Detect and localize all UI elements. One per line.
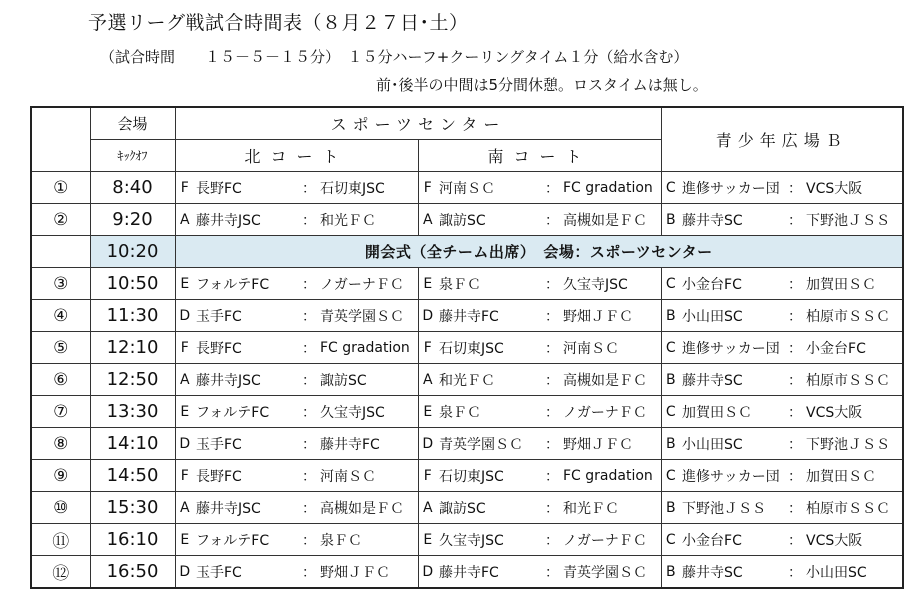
home-team: フォルテFC	[196, 404, 270, 421]
south-league-cell: A	[418, 364, 437, 396]
vs-separator: ：	[302, 532, 316, 549]
plaza-league-cell: C	[661, 332, 680, 364]
south-league-cell: E	[418, 396, 437, 428]
ceremony-time: 10:20	[90, 236, 175, 268]
match-row	[31, 524, 903, 556]
home-team: 藤井寺JSC	[196, 212, 261, 229]
north-league-cell: A	[175, 364, 194, 396]
match-row	[31, 300, 903, 332]
vs-separator: ：	[788, 212, 803, 229]
north-match-cell	[194, 492, 418, 524]
south-league-cell: F	[418, 460, 437, 492]
home-team: 石切東JSC	[439, 468, 504, 485]
vs-separator: ：	[302, 436, 316, 453]
south-match-cell	[437, 364, 661, 396]
header-north-court: 北コート	[175, 140, 418, 172]
home-team: 久宝寺JSC	[439, 532, 504, 549]
vs-separator: ：	[545, 468, 559, 485]
vs-separator: ：	[302, 212, 316, 229]
home-team: 泉ＦＣ	[439, 276, 481, 293]
home-team: 藤井寺JSC	[196, 372, 261, 389]
away-team: 河南ＳＣ	[320, 468, 376, 485]
away-team: 小金台FC	[806, 340, 866, 357]
kickoff-time: 12:50	[90, 364, 175, 396]
plaza-match-cell	[680, 556, 903, 589]
away-team: ノガーナＦＣ	[563, 532, 647, 549]
away-team: 河南ＳＣ	[563, 340, 619, 357]
away-team: VCS大阪	[806, 180, 863, 197]
away-team: 柏原市ＳＳＣ	[806, 372, 891, 389]
south-league-cell: D	[418, 556, 437, 589]
north-league-cell: A	[175, 204, 194, 236]
away-team: 諏訪SC	[320, 372, 367, 389]
north-match-cell	[194, 396, 418, 428]
north-league-cell: E	[175, 396, 194, 428]
header-plaza: 青少年広場Ｂ	[661, 107, 903, 172]
plaza-match-cell	[680, 524, 903, 556]
north-league-cell: D	[175, 428, 194, 460]
header-south-court: 南コート	[418, 140, 661, 172]
away-team: 青英学園ＳＣ	[563, 564, 647, 581]
south-league-cell: D	[418, 300, 437, 332]
away-team: 和光ＦＣ	[320, 212, 376, 229]
home-team: 藤井寺FC	[439, 564, 499, 581]
vs-separator: ：	[788, 564, 803, 581]
home-team: 諏訪SC	[439, 500, 486, 517]
north-match-cell	[194, 428, 418, 460]
south-match-cell	[437, 396, 661, 428]
away-team: ノガーナＦＣ	[563, 404, 647, 421]
home-team: 小山田SC	[682, 436, 743, 453]
away-team: 石切東JSC	[320, 180, 385, 197]
plaza-match-cell	[680, 300, 903, 332]
kickoff-time: 13:30	[90, 396, 175, 428]
vs-separator: ：	[302, 372, 316, 389]
kickoff-time: 16:10	[90, 524, 175, 556]
match-number: ⑫	[31, 556, 90, 589]
plaza-match-cell	[680, 332, 903, 364]
plaza-match-cell	[680, 460, 903, 492]
vs-separator: ：	[788, 468, 803, 485]
ceremony-text: 開会式（全チーム出席） 会場：スポーツセンター	[175, 236, 903, 268]
away-team: 柏原市ＳＳＣ	[806, 500, 891, 517]
north-league-cell: E	[175, 524, 194, 556]
south-match-cell	[437, 172, 661, 204]
home-team: 藤井寺SC	[682, 372, 743, 389]
home-team: 泉ＦＣ	[439, 404, 481, 421]
vs-separator: ：	[545, 276, 559, 293]
away-team: 高槻如是ＦＣ	[320, 500, 404, 517]
match-row	[31, 556, 903, 589]
north-league-cell: F	[175, 332, 194, 364]
kickoff-time: 10:50	[90, 268, 175, 300]
south-match-cell	[437, 556, 661, 589]
plaza-match-cell	[680, 364, 903, 396]
plaza-league-cell: B	[661, 204, 680, 236]
home-team: フォルテFC	[196, 532, 270, 549]
away-team: 久宝寺JSC	[563, 276, 628, 293]
south-match-cell	[437, 524, 661, 556]
south-match-cell	[437, 460, 661, 492]
match-row	[31, 204, 903, 236]
kickoff-time: 8:40	[90, 172, 175, 204]
north-match-cell	[194, 460, 418, 492]
vs-separator: ：	[788, 308, 803, 325]
vs-separator: ：	[788, 532, 803, 549]
ceremony-empty-cell	[31, 236, 90, 268]
south-league-cell: D	[418, 428, 437, 460]
plaza-league-cell: B	[661, 300, 680, 332]
vs-separator: ：	[788, 180, 803, 197]
north-match-cell	[194, 556, 418, 589]
kickoff-time: 16:50	[90, 556, 175, 589]
away-team: 野畑ＪＦＣ	[563, 436, 633, 453]
home-team: 河南ＳＣ	[439, 180, 495, 197]
kickoff-time: 14:50	[90, 460, 175, 492]
plaza-match-cell	[680, 428, 903, 460]
away-team: 下野池ＪＳＳ	[806, 212, 891, 229]
header-venue-label: 会場	[90, 107, 175, 140]
north-match-cell	[194, 268, 418, 300]
home-team: 長野FC	[196, 340, 242, 357]
south-match-cell	[437, 204, 661, 236]
vs-separator: ：	[545, 404, 559, 421]
vs-separator: ：	[302, 500, 316, 517]
home-team: 青英学園ＳＣ	[439, 436, 523, 453]
home-team: 石切東JSC	[439, 340, 504, 357]
north-match-cell	[194, 524, 418, 556]
away-team: 泉ＦＣ	[320, 532, 362, 549]
match-number: ③	[31, 268, 90, 300]
north-league-cell: D	[175, 556, 194, 589]
away-team: FC gradation	[563, 467, 653, 484]
north-league-cell: F	[175, 172, 194, 204]
vs-separator: ：	[545, 436, 559, 453]
vs-separator: ：	[302, 308, 316, 325]
vs-separator: ：	[788, 436, 803, 453]
home-team: 玉手FC	[196, 308, 242, 325]
plaza-league-cell: C	[661, 396, 680, 428]
match-number: ⑧	[31, 428, 90, 460]
vs-separator: ：	[788, 404, 803, 421]
away-team: ノガーナＦＣ	[320, 276, 404, 293]
vs-separator: ：	[302, 180, 316, 197]
vs-separator: ：	[545, 500, 559, 517]
away-team: 加賀田ＳＣ	[806, 468, 877, 485]
away-team: FC gradation	[320, 339, 410, 356]
home-team: 小金台FC	[682, 532, 742, 549]
match-row	[31, 460, 903, 492]
header-number-cell	[31, 107, 90, 172]
south-league-cell: F	[418, 172, 437, 204]
plaza-league-cell: C	[661, 460, 680, 492]
away-team: 野畑ＪＦＣ	[320, 564, 390, 581]
plaza-match-cell	[680, 172, 903, 204]
away-team: FC gradation	[563, 179, 653, 196]
schedule-table	[30, 106, 904, 589]
match-row	[31, 492, 903, 524]
north-league-cell: E	[175, 268, 194, 300]
vs-separator: ：	[545, 532, 559, 549]
plaza-league-cell: B	[661, 364, 680, 396]
match-number: ①	[31, 172, 90, 204]
match-number: ⑨	[31, 460, 90, 492]
home-team: 長野FC	[196, 468, 242, 485]
north-match-cell	[194, 364, 418, 396]
vs-separator: ：	[302, 404, 316, 421]
north-league-cell: F	[175, 460, 194, 492]
vs-separator: ：	[545, 340, 559, 357]
away-team: 野畑ＪＦＣ	[563, 308, 633, 325]
south-league-cell: E	[418, 268, 437, 300]
north-match-cell	[194, 300, 418, 332]
plaza-league-cell: C	[661, 268, 680, 300]
halftime-note: 前･後半の中間は5分間休憩。ロスタイムは無し。	[376, 76, 708, 94]
home-team: 長野FC	[196, 180, 242, 197]
vs-separator: ：	[545, 180, 559, 197]
home-team: 藤井寺JSC	[196, 500, 261, 517]
opening-ceremony-row	[31, 236, 903, 268]
vs-separator: ：	[788, 500, 803, 517]
kickoff-time: 11:30	[90, 300, 175, 332]
header-sports-center: スポーツセンター	[175, 107, 661, 140]
match-row	[31, 428, 903, 460]
away-team: 久宝寺JSC	[320, 404, 385, 421]
vs-separator: ：	[545, 564, 559, 581]
vs-separator: ：	[545, 372, 559, 389]
home-team: 進修サッカー団	[682, 340, 780, 357]
plaza-league-cell: B	[661, 428, 680, 460]
away-team: 下野池ＪＳＳ	[806, 436, 891, 453]
away-team: 藤井寺FC	[320, 436, 380, 453]
vs-separator: ：	[545, 212, 559, 229]
header-kickoff-label: ｷｯｸｵﾌ	[90, 140, 175, 172]
plaza-league-cell: B	[661, 556, 680, 589]
south-league-cell: A	[418, 204, 437, 236]
away-team: 加賀田ＳＣ	[806, 276, 877, 293]
home-team: 藤井寺SC	[682, 212, 743, 229]
away-team: 青英学園ＳＣ	[320, 308, 404, 325]
plaza-match-cell	[680, 492, 903, 524]
page-title: 予選リーグ戦試合時間表（８月２７日･土）	[88, 12, 469, 34]
kickoff-time: 14:10	[90, 428, 175, 460]
vs-separator: ：	[302, 340, 316, 357]
match-number: ②	[31, 204, 90, 236]
plaza-match-cell	[680, 204, 903, 236]
away-team: 高槻如是ＦＣ	[563, 372, 647, 389]
plaza-match-cell	[680, 268, 903, 300]
plaza-league-cell: C	[661, 524, 680, 556]
away-team: 柏原市ＳＳＣ	[806, 308, 891, 325]
home-team: 藤井寺FC	[439, 308, 499, 325]
south-match-cell	[437, 332, 661, 364]
match-number: ⑥	[31, 364, 90, 396]
vs-separator: ：	[788, 372, 803, 389]
away-team: 和光ＦＣ	[563, 500, 619, 517]
home-team: 下野池ＪＳＳ	[682, 500, 767, 517]
south-match-cell	[437, 268, 661, 300]
match-row	[31, 268, 903, 300]
home-team: フォルテFC	[196, 276, 270, 293]
away-team: VCS大阪	[806, 404, 863, 421]
match-duration-note: （試合時間 １５－５－１５分） １５分ハーフ+クーリングタイム１分（給水含む）	[100, 48, 689, 66]
home-team: 進修サッカー団	[682, 180, 780, 197]
plaza-league-cell: B	[661, 492, 680, 524]
match-number: ⑩	[31, 492, 90, 524]
vs-separator: ：	[788, 276, 803, 293]
kickoff-time: 15:30	[90, 492, 175, 524]
south-league-cell: F	[418, 332, 437, 364]
north-match-cell	[194, 172, 418, 204]
match-row	[31, 332, 903, 364]
match-number: ⑤	[31, 332, 90, 364]
away-team: 小山田SC	[806, 564, 867, 581]
match-number: ④	[31, 300, 90, 332]
vs-separator: ：	[302, 276, 316, 293]
vs-separator: ：	[545, 308, 559, 325]
match-row	[31, 396, 903, 428]
south-match-cell	[437, 428, 661, 460]
home-team: 諏訪SC	[439, 212, 486, 229]
away-team: VCS大阪	[806, 532, 863, 549]
away-team: 高槻如是ＦＣ	[563, 212, 647, 229]
south-match-cell	[437, 492, 661, 524]
match-number: ⑪	[31, 524, 90, 556]
vs-separator: ：	[302, 468, 316, 485]
match-row	[31, 172, 903, 204]
home-team: 小金台FC	[682, 276, 742, 293]
home-team: 小山田SC	[682, 308, 743, 325]
match-row	[31, 364, 903, 396]
header-row-1	[31, 107, 903, 140]
north-match-cell	[194, 204, 418, 236]
kickoff-time: 12:10	[90, 332, 175, 364]
home-team: 進修サッカー団	[682, 468, 780, 485]
vs-separator: ：	[302, 564, 316, 581]
home-team: 玉手FC	[196, 564, 242, 581]
home-team: 加賀田ＳＣ	[682, 404, 753, 421]
south-match-cell	[437, 300, 661, 332]
plaza-league-cell: C	[661, 172, 680, 204]
home-team: 和光ＦＣ	[439, 372, 495, 389]
match-number: ⑦	[31, 396, 90, 428]
north-league-cell: D	[175, 300, 194, 332]
north-league-cell: A	[175, 492, 194, 524]
north-match-cell	[194, 332, 418, 364]
south-league-cell: E	[418, 524, 437, 556]
plaza-match-cell	[680, 396, 903, 428]
kickoff-time: 9:20	[90, 204, 175, 236]
south-league-cell: A	[418, 492, 437, 524]
vs-separator: ：	[788, 340, 803, 357]
home-team: 玉手FC	[196, 436, 242, 453]
home-team: 藤井寺SC	[682, 564, 743, 581]
